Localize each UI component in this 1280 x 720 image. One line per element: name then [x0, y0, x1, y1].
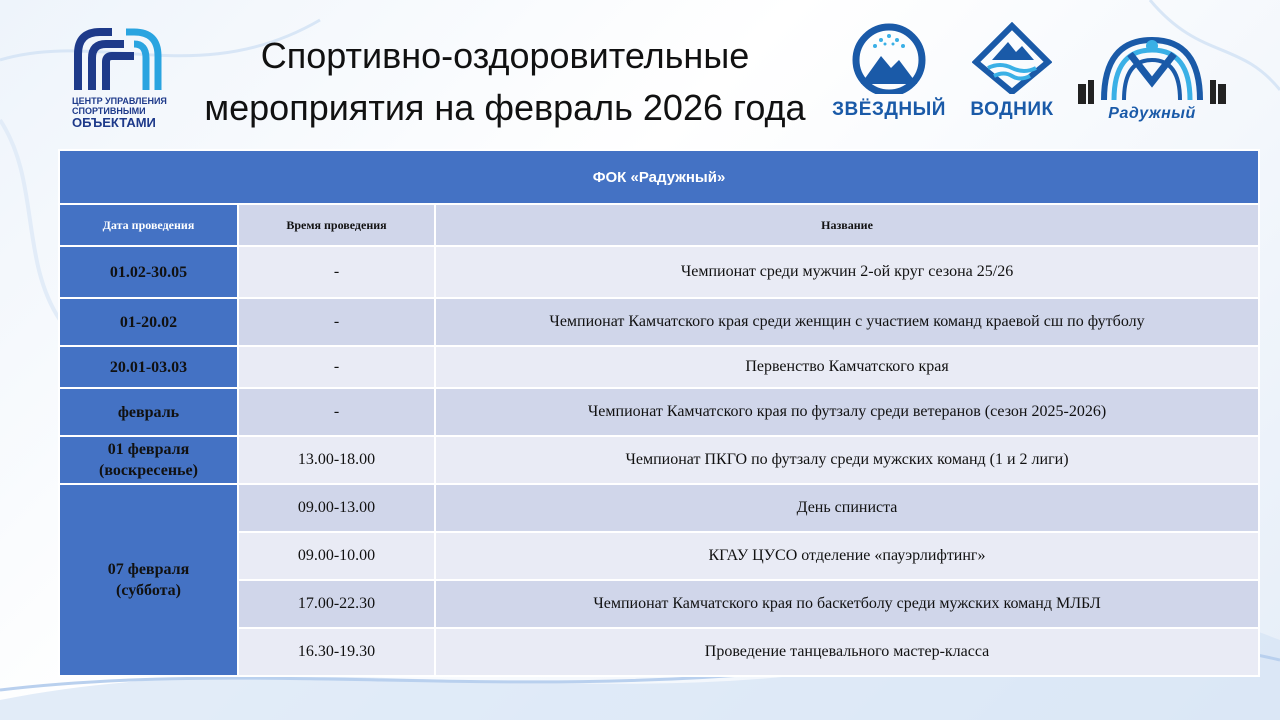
column-header-time: Время проведения — [238, 204, 435, 246]
logo-caption-line3: ОБЪЕКТАМИ — [72, 115, 156, 130]
table-row — [59, 532, 1259, 580]
row-date-line1: 07 февраля — [107, 561, 190, 578]
row-time: - — [238, 298, 435, 346]
table-row — [59, 484, 1259, 532]
row-date: февраль — [59, 388, 238, 436]
row-date-line2: (воскресенье) — [99, 462, 198, 479]
row-time: 16.30-19.30 — [238, 628, 435, 676]
row-date-line2: (суббота) — [116, 582, 181, 599]
row-name: Чемпионат Камчатского края по футзалу среди ветеранов (сезон 2025-2026) — [435, 388, 1259, 436]
row-date: 01-20.02 — [59, 298, 238, 346]
events-table-container — [58, 149, 1258, 677]
row-name: Первенство Камчатского края — [435, 346, 1259, 388]
row-date-line1: 01 февраля — [107, 441, 190, 458]
row-date — [59, 436, 238, 484]
row-time: 13.00-18.00 — [238, 436, 435, 484]
logo-caption-line1: ЦЕНТР УПРАВЛЕНИЯ — [72, 96, 167, 106]
logo-caption-line2: СПОРТИВНЫМИ — [72, 106, 146, 116]
table-row — [59, 628, 1259, 676]
brand-raduzhny — [1072, 30, 1232, 123]
events-table — [58, 149, 1260, 677]
mountain-stars-icon — [841, 22, 937, 94]
row-name: День спиниста — [435, 484, 1259, 532]
row-time: - — [238, 246, 435, 298]
row-date: 01.02-30.05 — [59, 246, 238, 298]
brand-raduzhny-name: Радужный — [1108, 105, 1196, 122]
row-time: - — [238, 346, 435, 388]
row-date-merged — [59, 484, 238, 676]
brand-zvezdny — [830, 22, 948, 121]
row-name: Чемпионат среди мужчин 2-ой круг сезона 25/26 — [435, 246, 1259, 298]
table-row — [59, 298, 1259, 346]
column-header-row — [59, 204, 1259, 246]
table-row — [59, 388, 1259, 436]
page-title-line2: мероприятия на февраль 2026 года — [204, 87, 806, 128]
column-header-date: Дата проведения — [59, 204, 238, 246]
venue-title: ФОК «Радужный» — [59, 150, 1259, 204]
brand-vodnik — [962, 22, 1062, 121]
row-name: Чемпионат ПКГО по футзалу среди мужских команд (1 и 2 лиги) — [435, 436, 1259, 484]
brand-vodnik-name: ВОДНИК — [970, 99, 1054, 120]
table-row — [59, 580, 1259, 628]
venue-header-row — [59, 150, 1259, 204]
page-title — [170, 30, 840, 134]
row-name: Чемпионат Камчатского края по баскетболу среди мужских команд МЛБЛ — [435, 580, 1259, 628]
table-row — [59, 436, 1259, 484]
row-name: Проведение танцевального мастер-класса — [435, 628, 1259, 676]
table-row — [59, 346, 1259, 388]
barbell-arch-icon — [1074, 30, 1230, 106]
mountain-wave-icon — [972, 22, 1052, 94]
column-header-name: Название — [435, 204, 1259, 246]
table-row — [59, 246, 1259, 298]
cuso-logo-icon — [72, 26, 172, 130]
row-time: 17.00-22.30 — [238, 580, 435, 628]
page-title-line1: Спортивно-оздоровительные — [260, 35, 750, 76]
brand-zvezdny-name: ЗВЁЗДНЫЙ — [832, 99, 946, 120]
row-time: - — [238, 388, 435, 436]
row-date: 20.01-03.03 — [59, 346, 238, 388]
row-time: 09.00-10.00 — [238, 532, 435, 580]
row-name: КГАУ ЦУСО отделение «пауэрлифтинг» — [435, 532, 1259, 580]
row-name: Чемпионат Камчатского края среди женщин с участием команд краевой сш по футболу — [435, 298, 1259, 346]
row-time: 09.00-13.00 — [238, 484, 435, 532]
